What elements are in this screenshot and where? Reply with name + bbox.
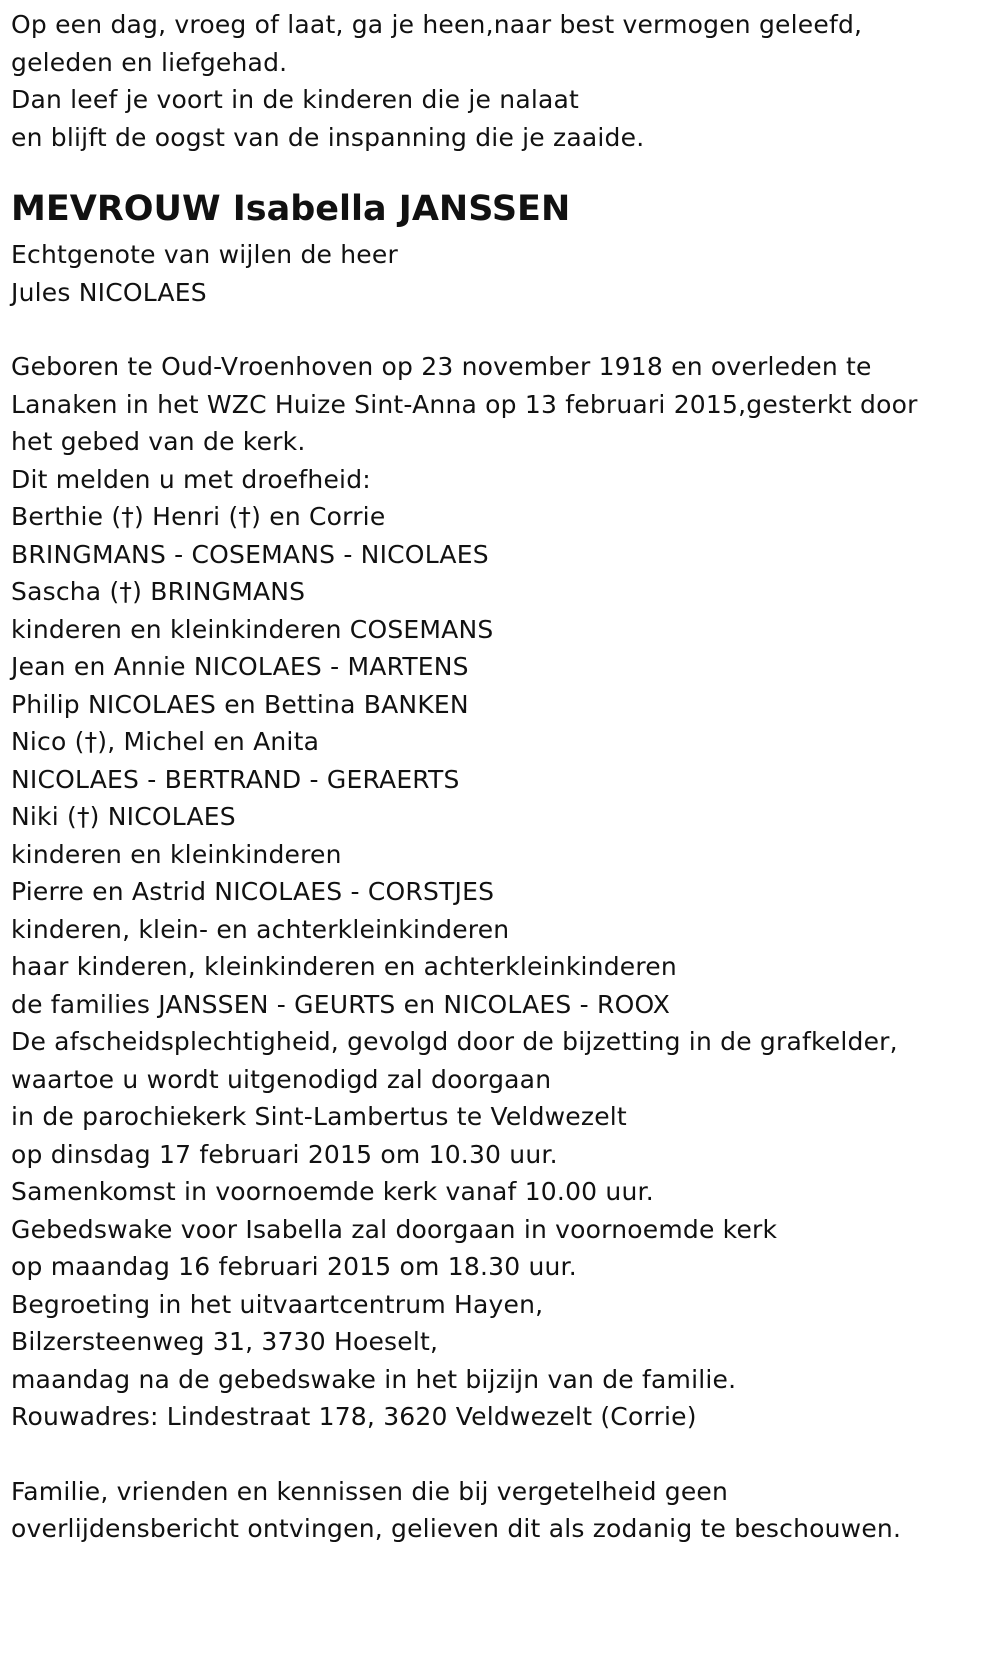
body-line: maandag na de gebedswake in het bijzijn van de familie. xyxy=(11,1364,737,1394)
body-line: NICOLAES - BERTRAND - GERAERTS xyxy=(11,764,460,794)
body-line: Begroeting in het uitvaartcentrum Hayen, xyxy=(11,1289,544,1319)
body-line: de families JANSSEN - GEURTS en NICOLAES - ROOX xyxy=(11,989,671,1019)
closing-line: overlijdensbericht ontvingen, gelieven dit als zodanig te beschouwen. xyxy=(11,1514,902,1543)
body-line: BRINGMANS - COSEMANS - NICOLAES xyxy=(11,539,489,569)
spouse-line: Echtgenote van wijlen de heer xyxy=(11,240,398,269)
body-line: op dinsdag 17 februari 2015 om 10.30 uur. xyxy=(11,1139,558,1169)
poem xyxy=(11,6,989,156)
body-line: in de parochiekerk Sint-Lambertus te Veldwezelt xyxy=(11,1102,627,1131)
body-line: De afscheidsplechtigheid, gevolgd door de bijzetting in de grafkelder, xyxy=(11,1027,898,1056)
poem-line: Dan leef je voort in de kinderen die je nalaat xyxy=(11,85,580,114)
body-line: Bilzersteenweg 31, 3730 Hoeselt, xyxy=(11,1327,439,1356)
body-line: het gebed van de kerk. xyxy=(11,427,306,456)
poem-line: en blijft de oogst van de inspanning die je zaaide. xyxy=(11,122,645,152)
spacer xyxy=(11,311,989,348)
body-line: Dit melden u met droefheid: xyxy=(11,464,371,494)
body-line: Pierre en Astrid NICOLAES - CORSTJES xyxy=(11,877,495,906)
body-line: waartoe u wordt uitgenodigd zal doorgaan xyxy=(11,1064,552,1094)
closing-line: Familie, vrienden en kennissen die bij vergetelheid geen xyxy=(11,1476,729,1506)
body-line: Jean en Annie NICOLAES - MARTENS xyxy=(11,652,469,681)
spacer xyxy=(11,1436,989,1473)
body-line: Gebedswake voor Isabella zal doorgaan in voornoemde kerk xyxy=(11,1214,778,1244)
body-line: Berthie (†) Henri (†) en Corrie xyxy=(11,502,386,531)
body-line: Sascha (†) BRINGMANS xyxy=(11,577,306,606)
body-line: kinderen, klein- en achterkleinkinderen xyxy=(11,914,510,944)
spouse-info xyxy=(11,236,989,311)
body-line: haar kinderen, kleinkinderen en achterkleinkinderen xyxy=(11,952,677,981)
body-line: Niki (†) NICOLAES xyxy=(11,802,236,831)
poem-line: Op een dag, vroeg of laat, ga je heen,naar best vermogen geleefd, xyxy=(11,10,863,39)
spouse-line: Jules NICOLAES xyxy=(11,277,207,307)
body-line: Geboren te Oud-Vroenhoven op 23 november 1918 en overleden te xyxy=(11,352,872,381)
spacer xyxy=(11,156,989,186)
deceased-name: MEVROUW Isabella JANSSEN xyxy=(11,189,571,229)
notice-body xyxy=(11,348,989,1436)
poem-line: geleden en liefgehad. xyxy=(11,47,288,77)
body-line: Rouwadres: Lindestraat 178, 3620 Veldwezelt (Corrie) xyxy=(11,1402,697,1431)
body-line: Lanaken in het WZC Huize Sint-Anna op 13 februari 2015,gesterkt door xyxy=(11,389,918,419)
body-line: kinderen en kleinkinderen xyxy=(11,839,342,869)
body-line: Nico (†), Michel en Anita xyxy=(11,727,320,756)
closing-note xyxy=(11,1473,989,1548)
body-line: Philip NICOLAES en Bettina BANKEN xyxy=(11,689,469,719)
body-line: kinderen en kleinkinderen COSEMANS xyxy=(11,614,494,644)
body-line: op maandag 16 februari 2015 om 18.30 uur. xyxy=(11,1252,577,1281)
body-line: Samenkomst in voornoemde kerk vanaf 10.00 uur. xyxy=(11,1177,654,1206)
